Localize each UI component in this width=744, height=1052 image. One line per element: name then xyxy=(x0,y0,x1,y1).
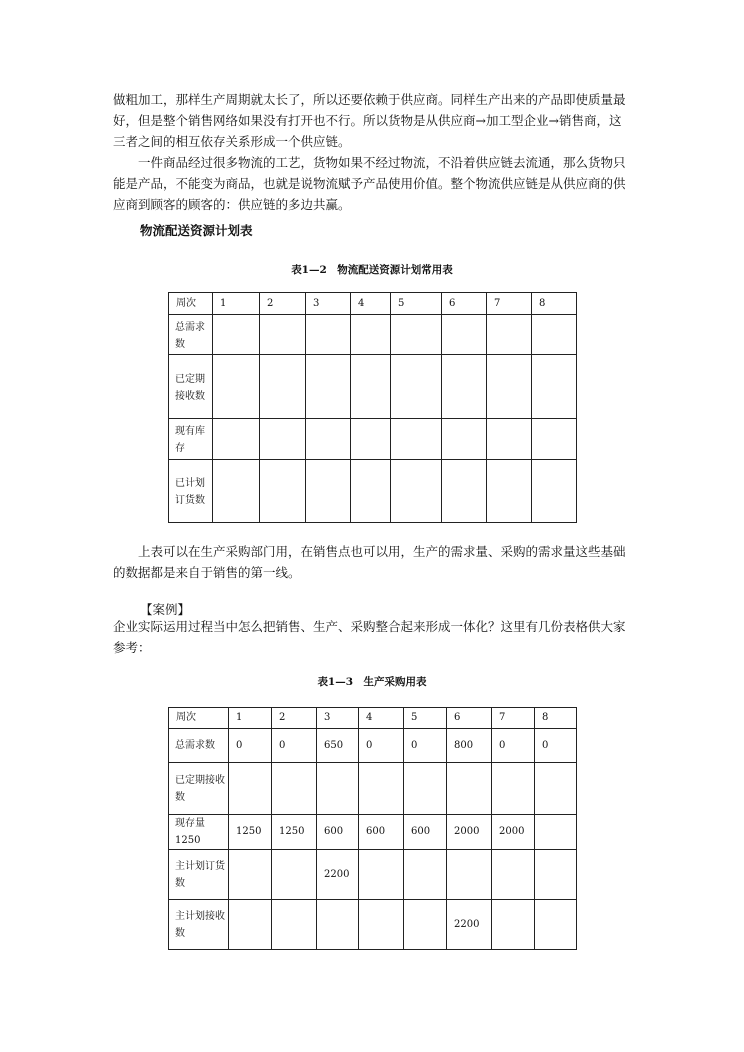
table1-caption: 表1—2 物流配送资源计划常用表 xyxy=(291,264,453,276)
table-cell xyxy=(404,763,447,815)
table-row xyxy=(169,900,577,950)
table-cell xyxy=(487,419,532,460)
table-cell xyxy=(351,460,391,523)
table1-header-cell: 2 xyxy=(260,293,306,315)
table-cell xyxy=(442,460,487,523)
table-cell: 0 xyxy=(404,729,447,763)
table-cell xyxy=(442,419,487,460)
table1-row-label: 现有库存 xyxy=(169,419,213,460)
table-cell xyxy=(404,850,447,900)
table-cell xyxy=(492,763,535,815)
table-cell xyxy=(487,355,532,419)
table2-caption: 表1—3 生产采购用表 xyxy=(317,676,427,688)
table-cell xyxy=(532,355,577,419)
case-label: 【案例】 xyxy=(140,602,191,617)
table2-row-label: 主计划订货数 xyxy=(169,850,229,900)
table-cell xyxy=(229,900,272,950)
table-row xyxy=(169,315,577,355)
table-cell xyxy=(391,355,442,419)
paragraph-supply-chain: 做粗加工，那样生产周期就太长了，所以还要依赖于供应商。同样生产出来的产品即使质量最好，但是整个销售网络如果没有打开也不行。所以货物是从供应商→加工型企业→销售商，这三者之间的相互依存关系形成一个供应链。 xyxy=(113,92,626,149)
table-cell: 0 xyxy=(535,729,577,763)
table-cell xyxy=(535,763,577,815)
paragraph-logistics-value: 一件商品经过很多物流的工艺，货物如果不经过物流，不沿着供应链去流通，那么货物只能是产品，不能变为商品，也就是说物流赋予产品使用价值。整个物流供应链是从供应商的供应商到顾客的顾客的：供应链的多边共赢。 xyxy=(113,155,626,212)
table-row xyxy=(169,355,577,419)
table-cell: 2200 xyxy=(447,900,492,950)
table-cell xyxy=(272,850,317,900)
table-cell xyxy=(260,460,306,523)
table-cell xyxy=(532,419,577,460)
table-cell xyxy=(492,900,535,950)
table-cell xyxy=(260,355,306,419)
table2-header-cell: 5 xyxy=(404,708,447,729)
table-cell: 600 xyxy=(359,815,404,850)
table-cell xyxy=(359,763,404,815)
table-cell: 600 xyxy=(404,815,447,850)
table-cell: 0 xyxy=(359,729,404,763)
table-cell xyxy=(532,460,577,523)
table-cell xyxy=(442,355,487,419)
table-cell xyxy=(317,900,359,950)
table2-row-label: 总需求数 xyxy=(169,729,229,763)
table1-row-label: 已计划订货数 xyxy=(169,460,213,523)
table1-header-cell: 7 xyxy=(487,293,532,315)
table-cell: 650 xyxy=(317,729,359,763)
table1 xyxy=(168,292,577,523)
table2-header-cell: 6 xyxy=(447,708,492,729)
table1-row-label: 已定期接收数 xyxy=(169,355,213,419)
table-cell xyxy=(404,900,447,950)
paragraph-table-note: 上表可以在生产采购部门用，在销售点也可以用，生产的需求量、采购的需求量这些基础的数据都是来自于销售的第一线。 xyxy=(113,544,626,580)
table1-header-cell: 3 xyxy=(306,293,351,315)
table1-header-cell: 8 xyxy=(532,293,577,315)
table2-header-cell: 8 xyxy=(535,708,577,729)
table-cell xyxy=(492,850,535,900)
table1-header-cell: 6 xyxy=(442,293,487,315)
table-cell xyxy=(391,315,442,355)
table-row xyxy=(169,460,577,523)
table-cell xyxy=(213,355,260,419)
table-cell xyxy=(359,900,404,950)
table-cell: 1250 xyxy=(272,815,317,850)
table-cell xyxy=(306,460,351,523)
table-cell: 0 xyxy=(229,729,272,763)
table-cell xyxy=(532,315,577,355)
table1-header-cell: 4 xyxy=(351,293,391,315)
table-cell xyxy=(442,315,487,355)
table-cell: 0 xyxy=(272,729,317,763)
table-cell xyxy=(260,315,306,355)
table-cell xyxy=(447,850,492,900)
table-cell xyxy=(306,355,351,419)
table-cell xyxy=(351,355,391,419)
table-row xyxy=(169,763,577,815)
paragraph-case: 企业实际运用过程当中怎么把销售、生产、采购整合起来形成一体化？这里有几份表格供大家参考： xyxy=(113,619,626,655)
table-cell: 2200 xyxy=(317,850,359,900)
table2-row-label: 主计划接收数 xyxy=(169,900,229,950)
table-cell xyxy=(317,763,359,815)
table-cell xyxy=(487,315,532,355)
table2-header-row xyxy=(169,708,577,729)
table2-header-cell: 4 xyxy=(359,708,404,729)
table-cell: 2000 xyxy=(447,815,492,850)
table-cell xyxy=(213,419,260,460)
table-cell: 1250 xyxy=(229,815,272,850)
table-cell: 0 xyxy=(492,729,535,763)
table1-row-label: 总需求数 xyxy=(169,315,213,355)
table1-header-cell: 5 xyxy=(391,293,442,315)
table-cell xyxy=(260,419,306,460)
table-row xyxy=(169,729,577,763)
table1-header-row xyxy=(169,293,577,315)
table-cell xyxy=(535,815,577,850)
table-row xyxy=(169,850,577,900)
table-cell xyxy=(229,763,272,815)
table-cell xyxy=(391,419,442,460)
table-cell xyxy=(447,763,492,815)
table-cell xyxy=(359,850,404,900)
table-cell xyxy=(272,763,317,815)
table-cell xyxy=(306,315,351,355)
table-cell xyxy=(535,900,577,950)
table-row xyxy=(169,419,577,460)
table2-header-cell: 7 xyxy=(492,708,535,729)
table-cell xyxy=(535,850,577,900)
table1-header-cell: 周次 xyxy=(169,293,213,315)
table2 xyxy=(168,707,577,950)
table-cell: 2000 xyxy=(492,815,535,850)
table2-header-cell: 2 xyxy=(272,708,317,729)
table-cell xyxy=(351,315,391,355)
table2-header-cell: 1 xyxy=(229,708,272,729)
table-row xyxy=(169,815,577,850)
table-cell xyxy=(213,460,260,523)
table2-header-cell: 周次 xyxy=(169,708,229,729)
table2-header-cell: 3 xyxy=(317,708,359,729)
table-cell xyxy=(351,419,391,460)
table-cell xyxy=(391,460,442,523)
table-cell xyxy=(272,900,317,950)
table-cell xyxy=(306,419,351,460)
table2-row-label: 现存量1250 xyxy=(169,815,229,850)
table1-header-cell: 1 xyxy=(213,293,260,315)
table-cell: 800 xyxy=(447,729,492,763)
table-cell xyxy=(213,315,260,355)
section-title: 物流配送资源计划表 xyxy=(140,223,253,238)
table-cell xyxy=(229,850,272,900)
table-cell xyxy=(487,460,532,523)
table-cell: 600 xyxy=(317,815,359,850)
table2-row-label: 已定期接收数 xyxy=(169,763,229,815)
